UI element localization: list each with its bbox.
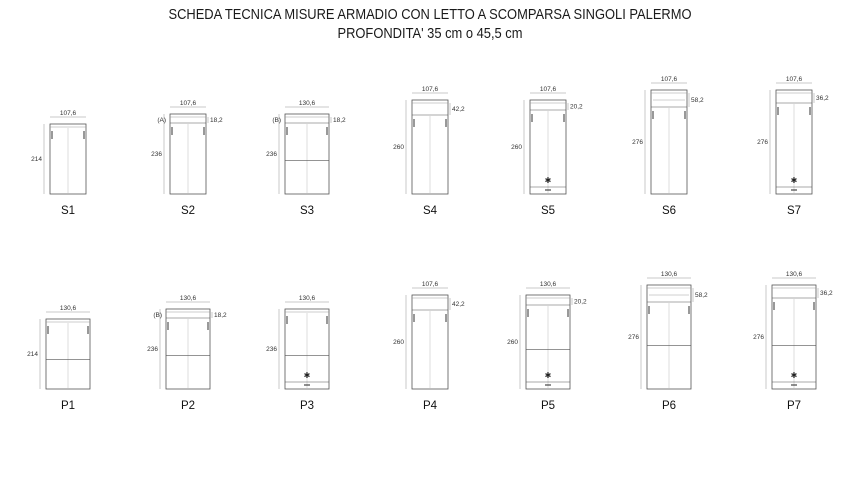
width-label: 130,6 [660, 271, 678, 278]
cabinet-s1 [31, 110, 86, 217]
cabinet-s6 [632, 76, 704, 217]
cabinet-code: S2 [180, 205, 196, 217]
top-height-label: 58,2 [691, 97, 704, 104]
height-label: 260 [511, 144, 522, 151]
cabinet-code: S4 [422, 205, 438, 217]
cabinet-s7 [757, 76, 829, 217]
cabinet-code: S3 [299, 205, 315, 217]
cabinet-p7 [753, 271, 833, 412]
height-label: 260 [393, 339, 404, 346]
bed-knob-icon: ✱ [790, 371, 798, 380]
cabinet-code: P2 [180, 400, 196, 412]
cabinet-code: P7 [786, 400, 802, 412]
variant-letter: (B) [153, 312, 162, 319]
cabinet-s5 [511, 86, 583, 217]
height-label: 276 [628, 334, 639, 341]
cabinet-p3 [266, 295, 329, 412]
height-label: 260 [507, 339, 518, 346]
height-label: 276 [757, 139, 768, 146]
cabinet-code: P3 [299, 400, 315, 412]
cabinet-code: P6 [661, 400, 677, 412]
cabinet-p1 [27, 305, 90, 412]
page-subtitle: PROFONDITA' 35 cm o 45,5 cm [337, 25, 523, 42]
bed-knob-icon: ✱ [303, 371, 311, 380]
cabinet-code: S7 [786, 205, 802, 217]
cabinet-code: S6 [661, 205, 677, 217]
cabinet-p6 [628, 271, 708, 412]
height-label: 214 [27, 351, 38, 358]
cabinet-p4 [393, 281, 465, 412]
top-height-label: 36,2 [820, 290, 833, 297]
width-label: 107,6 [59, 110, 77, 117]
height-label: 276 [753, 334, 764, 341]
width-label: 130,6 [59, 305, 77, 312]
variant-letter: (B) [272, 117, 281, 124]
top-height-label: 20,2 [574, 298, 587, 306]
width-label: 130,6 [539, 281, 557, 288]
width-label: 107,6 [785, 76, 803, 83]
top-height-label: 42,2 [452, 301, 465, 308]
top-height-label: 18,2 [333, 117, 346, 124]
cabinet-code: S1 [60, 205, 76, 217]
variant-letter: (A) [157, 117, 166, 124]
cabinet-s3 [266, 100, 346, 217]
height-label: 236 [266, 346, 277, 353]
cabinet-p2 [147, 295, 227, 412]
width-label: 130,6 [785, 271, 803, 278]
cabinet-s2 [151, 100, 223, 217]
width-label: 130,6 [298, 100, 316, 107]
top-height-label: 58,2 [695, 292, 708, 299]
height-label: 276 [632, 139, 643, 146]
cabinet-code: P1 [60, 400, 76, 412]
width-label: 107,6 [421, 281, 439, 288]
top-height-label: 18,2 [210, 117, 223, 124]
cabinet-p5 [507, 281, 587, 412]
width-label: 130,6 [179, 295, 197, 302]
page-title: SCHEDA TECNICA MISURE ARMADIO CON LETTO A SCOMPARSA SINGOLI PALERMO [168, 6, 692, 23]
cabinet-code: S5 [540, 205, 556, 217]
height-label: 236 [151, 151, 162, 158]
width-label: 107,6 [421, 86, 439, 93]
width-label: 107,6 [660, 76, 678, 83]
cabinet-code: P4 [422, 400, 438, 412]
width-label: 130,6 [298, 295, 316, 302]
width-label: 107,6 [539, 86, 557, 93]
bed-knob-icon: ✱ [544, 371, 552, 380]
top-height-label: 42,2 [452, 106, 465, 113]
top-height-label: 20,2 [570, 103, 583, 111]
top-height-label: 18,2 [214, 312, 227, 319]
width-label: 107,6 [179, 100, 197, 107]
bed-knob-icon: ✱ [544, 176, 552, 185]
height-label: 236 [147, 346, 158, 353]
height-label: 214 [31, 156, 42, 163]
bed-knob-icon: ✱ [790, 176, 798, 185]
height-label: 260 [393, 144, 404, 151]
top-height-label: 36,2 [816, 95, 829, 102]
cabinet-s4 [393, 86, 465, 217]
cabinet-code: P5 [540, 400, 556, 412]
height-label: 236 [266, 151, 277, 158]
